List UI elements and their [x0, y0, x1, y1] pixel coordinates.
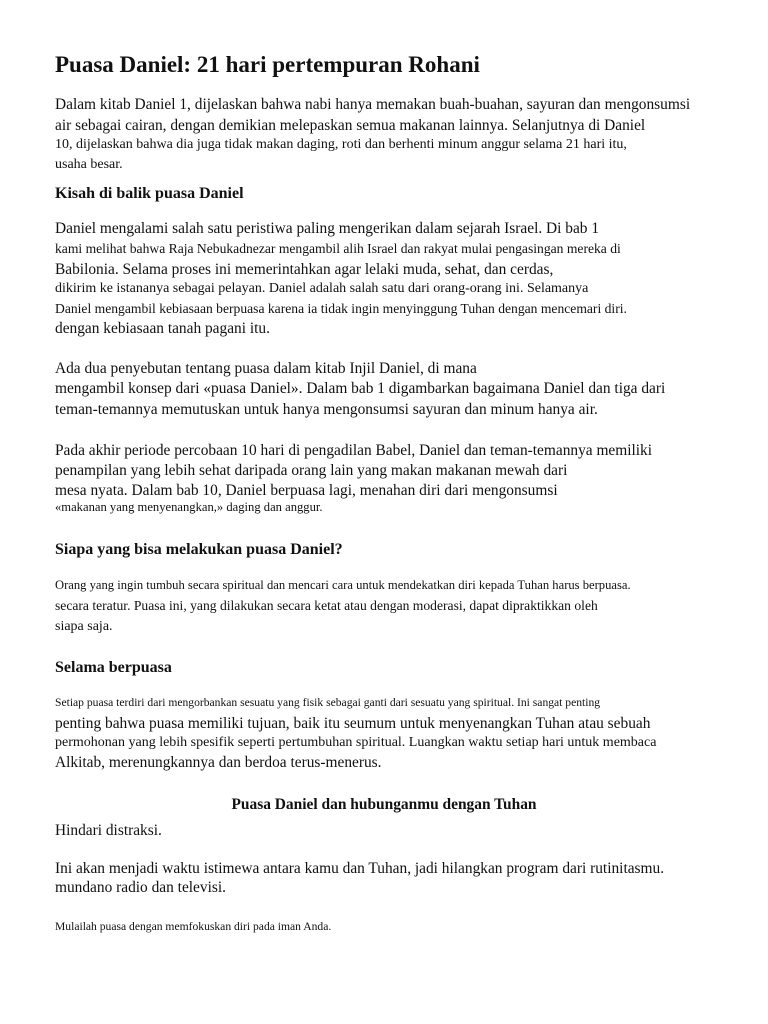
- section-heading: Selama berpuasa: [55, 659, 172, 676]
- text-line: Babilonia. Selama proses ini memerintahkan agar lelaki muda, sehat, dan cerdas,: [55, 261, 554, 278]
- text-line: Daniel mengalami salah satu peristiwa paling mengerikan dalam sejarah Israel. Di bab 1: [55, 220, 600, 237]
- text-line: penampilan yang lebih sehat daripada orang lain yang makan makanan mewah dari: [55, 462, 568, 479]
- text-line: Ada dua penyebutan tentang puasa dalam kitab Injil Daniel, di mana: [55, 360, 477, 377]
- text-line: mundano radio dan televisi.: [55, 879, 226, 896]
- text-line: Mulailah puasa dengan memfokuskan diri pada iman Anda.: [55, 920, 332, 933]
- text-line: Alkitab, merenungkannya dan berdoa terus-menerus.: [55, 754, 382, 771]
- text-line: «makanan yang menyenangkan,» daging dan anggur.: [55, 500, 323, 514]
- text-line: Pada akhir periode percobaan 10 hari di pengadilan Babel, Daniel dan teman-temannya memiliki: [55, 442, 653, 459]
- text-line: mesa nyata. Dalam bab 10, Daniel berpuasa lagi, menahan diri dari mengonsumsi: [55, 482, 558, 499]
- page-title: Puasa Daniel: 21 hari pertempuran Rohani: [55, 52, 480, 77]
- text-line: Daniel mengambil kebiasaan berpuasa karena ia tidak ingin menyinggung Tuhan dengan mencemari diri.: [55, 301, 627, 316]
- text-line: permohonan yang lebih spesifik seperti pertumbuhan spiritual. Luangkan waktu setiap hari untuk membaca: [55, 735, 657, 750]
- section-heading: Kisah di balik puasa Daniel: [55, 185, 244, 202]
- text-line: Hindari distraksi.: [55, 822, 162, 839]
- text-line: mengambil konsep dari «puasa Daniel». Dalam bab 1 digambarkan bagaimana Daniel dan tiga dari: [55, 380, 666, 397]
- text-line: dengan kebiasaan tanah pagani itu.: [55, 320, 270, 337]
- text-line: air sebagai cairan, dengan demikian melepaskan semua makanan lainnya. Selanjutnya di Daniel: [55, 117, 646, 134]
- text-line: siapa saja.: [55, 619, 113, 634]
- text-line: teman-temannya memutuskan untuk hanya mengonsumsi sayuran dan minum hanya air.: [55, 401, 598, 418]
- section-heading: Siapa yang bisa melakukan puasa Daniel?: [55, 541, 343, 558]
- text-line: secara teratur. Puasa ini, yang dilakukan secara ketat atau dengan moderasi, dapat dipraktikkan oleh: [55, 598, 598, 613]
- text-line: Dalam kitab Daniel 1, dijelaskan bahwa nabi hanya memakan buah-buahan, sayuran dan mengonsumsi: [55, 96, 691, 113]
- text-line: 10, dijelaskan bahwa dia juga tidak makan daging, roti dan berhenti minum anggur selama 21 hari itu,: [55, 137, 627, 152]
- text-line: dikirim ke istananya sebagai pelayan. Daniel adalah salah satu dari orang-orang ini. Selamanya: [55, 281, 589, 296]
- text-line: Orang yang ingin tumbuh secara spiritual dan mencari cara untuk mendekatkan diri kepada Tuhan harus berpuasa.: [55, 578, 631, 592]
- text-line: penting bahwa puasa memiliki tujuan, baik itu seumum untuk menyenangkan Tuhan atau sebuah: [55, 715, 651, 732]
- centered-heading: Puasa Daniel dan hubunganmu dengan Tuhan: [231, 796, 537, 813]
- text-line: kami melihat bahwa Raja Nebukadnezar mengambil alih Israel dan rakyat mulai pengasingan mereka di: [55, 241, 621, 256]
- text-line: usaha besar.: [55, 157, 123, 172]
- text-line: Ini akan menjadi waktu istimewa antara kamu dan Tuhan, jadi hilangkan program dari rutinitasmu.: [55, 860, 665, 877]
- text-line: Setiap puasa terdiri dari mengorbankan sesuatu yang fisik sebagai ganti dari sesuatu yang spiritual. Ini sangat penting: [55, 696, 601, 709]
